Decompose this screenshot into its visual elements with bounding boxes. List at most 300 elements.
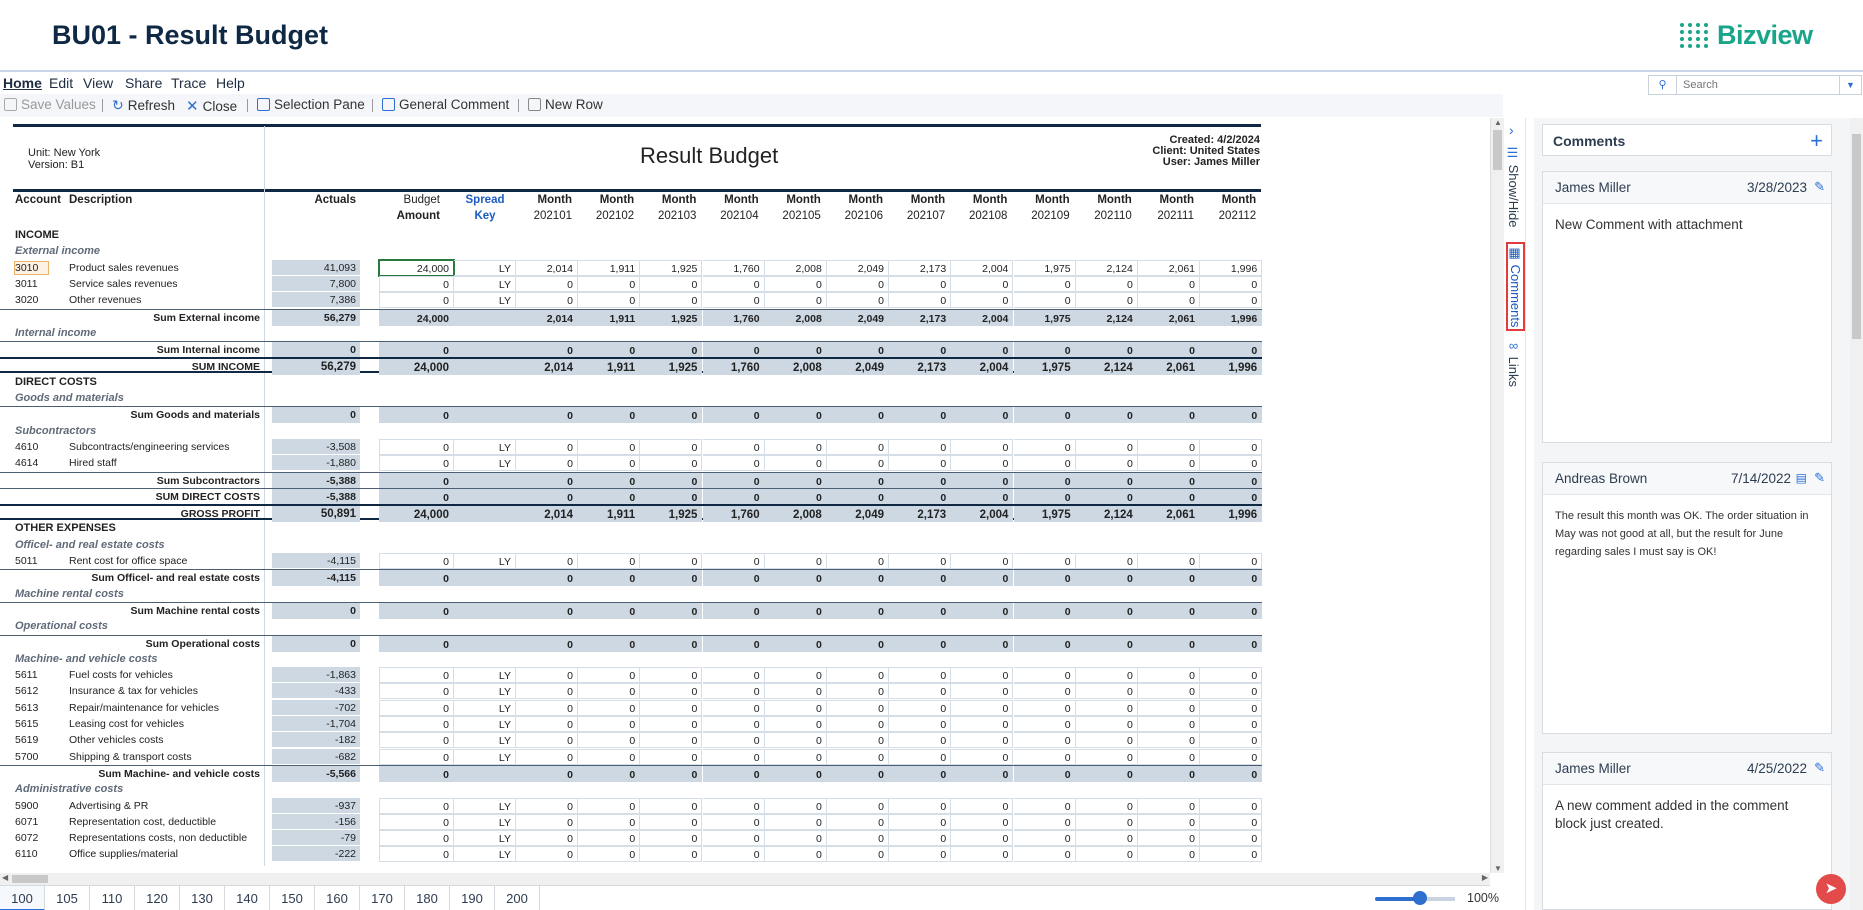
month-cell[interactable]: 0 <box>1138 667 1200 683</box>
month-cell[interactable]: 0 <box>578 276 640 292</box>
month-cell[interactable]: 0 <box>827 749 889 765</box>
month-cell[interactable]: 0 <box>889 700 951 716</box>
month-cell[interactable]: 0 <box>1014 846 1076 862</box>
month-cell[interactable]: 0 <box>640 716 702 732</box>
comment-card[interactable] <box>1542 462 1832 734</box>
month-cell[interactable]: 0 <box>1014 814 1076 830</box>
month-cell[interactable]: 0 <box>1200 798 1262 814</box>
month-cell[interactable]: 0 <box>1076 846 1138 862</box>
add-comment-icon[interactable]: + <box>1810 128 1823 153</box>
month-cell[interactable]: 0 <box>1200 814 1262 830</box>
account-code[interactable]: 3020 <box>15 294 39 307</box>
account-code[interactable]: 5900 <box>15 799 39 812</box>
month-cell[interactable]: 0 <box>703 553 765 569</box>
budget-amount-cell[interactable]: 0 <box>379 439 454 455</box>
menu-view[interactable]: View <box>83 75 114 91</box>
month-cell[interactable]: 0 <box>827 276 889 292</box>
month-cell[interactable]: 0 <box>889 732 951 748</box>
report-vertical-scrollbar[interactable] <box>1490 118 1504 873</box>
spread-key-cell <box>454 489 516 505</box>
budget-amount-cell[interactable]: 24,000 <box>379 260 454 276</box>
menu-help[interactable]: Help <box>216 75 245 91</box>
edit-icon[interactable]: ✎ <box>1814 760 1825 775</box>
month-cell[interactable]: 0 <box>578 292 640 308</box>
month-cell[interactable]: 0 <box>1200 749 1262 765</box>
month-cell[interactable]: 0 <box>1076 830 1138 846</box>
month-label: Month <box>1035 194 1070 206</box>
save-values-button[interactable] <box>4 97 96 112</box>
month-cell[interactable]: 0 <box>765 683 827 699</box>
month-cell[interactable]: 0 <box>516 553 578 569</box>
month-cell[interactable]: 0 <box>1138 276 1200 292</box>
spread-key-cell[interactable]: LY <box>454 667 516 683</box>
budget-amount-cell[interactable]: 0 <box>379 553 454 569</box>
account-code[interactable]: 4610 <box>15 440 39 453</box>
month-cell[interactable]: 0 <box>640 683 702 699</box>
month-cell[interactable]: 0 <box>951 830 1013 846</box>
month-cell[interactable]: 0 <box>1138 439 1200 455</box>
month-cell[interactable]: 0 <box>1138 455 1200 471</box>
month-cell[interactable]: 0 <box>516 749 578 765</box>
month-cell[interactable]: 0 <box>703 798 765 814</box>
month-cell[interactable]: 0 <box>1014 455 1076 471</box>
new-row-button[interactable] <box>528 97 603 112</box>
budget-amount-cell[interactable]: 0 <box>379 455 454 471</box>
month-cell[interactable]: 0 <box>827 716 889 732</box>
month-cell[interactable]: 0 <box>516 276 578 292</box>
month-cell[interactable]: 0 <box>765 846 827 862</box>
month-cell[interactable]: 2,173 <box>889 260 951 276</box>
month-cell[interactable]: 0 <box>1138 700 1200 716</box>
month-cell[interactable]: 0 <box>578 814 640 830</box>
month-cell[interactable]: 0 <box>703 439 765 455</box>
month-cell[interactable]: 0 <box>703 749 765 765</box>
budget-amount-cell[interactable]: 0 <box>379 667 454 683</box>
month-cell[interactable]: 0 <box>578 830 640 846</box>
month-cell[interactable]: 0 <box>516 292 578 308</box>
tab-comments[interactable] <box>1506 242 1525 331</box>
month-cell[interactable]: 0 <box>703 830 765 846</box>
month-cell[interactable]: 0 <box>1138 732 1200 748</box>
budget-amount-cell[interactable]: 0 <box>379 749 454 765</box>
month-cell[interactable]: 0 <box>1014 716 1076 732</box>
month-cell[interactable]: 0 <box>1076 749 1138 765</box>
horizontal-scroll-thumb[interactable] <box>12 875 48 883</box>
spread-key-cell[interactable]: LY <box>454 814 516 830</box>
month-cell[interactable]: 0 <box>578 667 640 683</box>
month-cell[interactable]: 0 <box>1138 830 1200 846</box>
month-cell[interactable]: 0 <box>765 749 827 765</box>
comment-card[interactable] <box>1542 752 1832 910</box>
month-cell[interactable]: 0 <box>1076 700 1138 716</box>
month-cell[interactable]: 0 <box>1076 667 1138 683</box>
sheet-tab[interactable]: 150 <box>270 886 315 910</box>
spread-key-cell[interactable]: LY <box>454 716 516 732</box>
scroll-right-icon[interactable]: ▶ <box>1481 873 1488 882</box>
selection-pane-button[interactable] <box>257 97 365 112</box>
month-cell[interactable]: 0 <box>889 455 951 471</box>
vertical-scroll-thumb[interactable] <box>1493 130 1502 170</box>
spread-key-cell[interactable]: LY <box>454 455 516 471</box>
budget-amount-cell[interactable]: 0 <box>379 846 454 862</box>
month-cell[interactable]: 0 <box>578 439 640 455</box>
month-cell[interactable]: 0 <box>765 798 827 814</box>
account-code[interactable]: 5612 <box>15 685 39 698</box>
month-cell[interactable]: 0 <box>703 700 765 716</box>
sheet-tab[interactable]: 170 <box>360 886 405 910</box>
month-cell[interactable]: 0 <box>1138 292 1200 308</box>
month-cell[interactable]: 0 <box>765 814 827 830</box>
month-cell[interactable]: 0 <box>1014 553 1076 569</box>
month-cell[interactable]: 0 <box>1014 667 1076 683</box>
month-cell[interactable]: 0 <box>951 732 1013 748</box>
spread-key-cell[interactable]: LY <box>454 553 516 569</box>
month-cell[interactable]: 0 <box>1200 439 1262 455</box>
month-cell[interactable]: 0 <box>578 716 640 732</box>
month-cell[interactable]: 0 <box>827 830 889 846</box>
month-cell[interactable]: 0 <box>1076 292 1138 308</box>
account-code[interactable]: 4614 <box>15 457 39 470</box>
comments-scrollbar[interactable] <box>1850 118 1863 910</box>
spread-key-cell[interactable]: LY <box>454 276 516 292</box>
month-cell[interactable]: 0 <box>827 553 889 569</box>
report-horizontal-scrollbar[interactable] <box>0 873 1490 885</box>
month-cell[interactable]: 2,004 <box>951 260 1013 276</box>
month-cell[interactable]: 1,925 <box>640 260 702 276</box>
month-cell[interactable]: 0 <box>578 553 640 569</box>
spread-key-cell[interactable]: LY <box>454 798 516 814</box>
month-cell[interactable]: 0 <box>951 716 1013 732</box>
month-cell[interactable]: 0 <box>951 846 1013 862</box>
month-cell[interactable]: 0 <box>951 276 1013 292</box>
month-cell[interactable]: 0 <box>1076 716 1138 732</box>
refresh-label: Refresh <box>127 98 176 113</box>
month-cell[interactable]: 0 <box>765 553 827 569</box>
budget-amount-cell[interactable]: 0 <box>379 830 454 846</box>
month-cell[interactable]: 0 <box>1138 716 1200 732</box>
month-cell[interactable]: 0 <box>640 700 702 716</box>
month-cell[interactable]: 0 <box>516 455 578 471</box>
month-cell[interactable]: 0 <box>1014 292 1076 308</box>
month-cell[interactable]: 0 <box>889 683 951 699</box>
account-code[interactable]: 5615 <box>15 718 39 730</box>
month-cell[interactable]: 0 <box>578 732 640 748</box>
month-cell[interactable]: 0 <box>640 830 702 846</box>
month-cell[interactable]: 0 <box>1200 700 1262 716</box>
month-cell[interactable]: 0 <box>765 276 827 292</box>
month-cell[interactable]: 0 <box>889 749 951 765</box>
month-cell[interactable]: 0 <box>951 667 1013 683</box>
sheet-tab[interactable]: 120 <box>135 886 180 910</box>
month-cell[interactable]: 0 <box>640 846 702 862</box>
account-code[interactable]: 5700 <box>15 750 39 763</box>
month-cell[interactable]: 2,014 <box>516 260 578 276</box>
budget-amount-cell[interactable]: 0 <box>379 732 454 748</box>
month-cell[interactable]: 0 <box>889 814 951 830</box>
month-cell[interactable]: 0 <box>765 732 827 748</box>
month-cell[interactable]: 0 <box>578 749 640 765</box>
feedback-rocket-icon[interactable]: ➤ <box>1816 874 1846 904</box>
month-cell[interactable]: 0 <box>889 292 951 308</box>
month-cell: 0 <box>951 766 1013 782</box>
month-cell[interactable]: 0 <box>1014 732 1076 748</box>
spread-key-cell[interactable]: LY <box>454 732 516 748</box>
month-cell[interactable]: 0 <box>640 292 702 308</box>
month-cell[interactable]: 0 <box>765 667 827 683</box>
month-cell[interactable]: 0 <box>640 732 702 748</box>
collapse-chevron-icon[interactable]: › <box>1509 122 1514 138</box>
month-cell[interactable]: 0 <box>1014 830 1076 846</box>
month-cell[interactable]: 0 <box>1014 683 1076 699</box>
month-cell[interactable]: 0 <box>889 798 951 814</box>
budget-amount-cell[interactable]: 0 <box>379 683 454 699</box>
month-cell[interactable]: 0 <box>765 700 827 716</box>
month-cell[interactable]: 0 <box>827 292 889 308</box>
month-cell[interactable]: 0 <box>889 667 951 683</box>
month-cell[interactable]: 0 <box>1076 439 1138 455</box>
month-cell[interactable]: 0 <box>1076 455 1138 471</box>
account-code[interactable]: 6072 <box>15 832 39 845</box>
month-cell[interactable]: 0 <box>889 830 951 846</box>
month-cell[interactable]: 0 <box>951 749 1013 765</box>
month-cell[interactable]: 0 <box>827 667 889 683</box>
month-cell[interactable]: 0 <box>516 683 578 699</box>
month-cell[interactable]: 0 <box>1014 439 1076 455</box>
month-cell[interactable]: 0 <box>1200 732 1262 748</box>
refresh-button[interactable] <box>112 97 175 114</box>
account-code[interactable]: 5619 <box>15 734 39 747</box>
month-cell[interactable]: 0 <box>640 667 702 683</box>
month-cell[interactable]: 1,996 <box>1200 260 1262 276</box>
month-cell[interactable]: 0 <box>703 846 765 862</box>
month-cell[interactable]: 0 <box>951 553 1013 569</box>
month-cell[interactable]: 0 <box>703 683 765 699</box>
month-cell[interactable]: 0 <box>516 716 578 732</box>
month-cell[interactable]: 0 <box>1138 846 1200 862</box>
month-cell[interactable]: 0 <box>516 667 578 683</box>
close-button[interactable] <box>186 97 237 115</box>
month-cell[interactable]: 0 <box>889 276 951 292</box>
scroll-up-icon[interactable]: ▲ <box>1494 118 1502 127</box>
month-cell[interactable]: 0 <box>827 439 889 455</box>
month-cell[interactable]: 0 <box>827 798 889 814</box>
month-cell[interactable]: 0 <box>827 455 889 471</box>
budget-amount-cell[interactable]: 0 <box>379 716 454 732</box>
month-cell[interactable]: 0 <box>1076 276 1138 292</box>
zoom-slider-knob[interactable] <box>1413 891 1427 905</box>
attachment-icon[interactable]: ▤ <box>1795 471 1807 485</box>
account-code[interactable]: 5611 <box>15 669 38 682</box>
spread-key-cell[interactable]: LY <box>454 683 516 699</box>
month-cell[interactable]: 0 <box>889 716 951 732</box>
budget-amount-cell[interactable]: 0 <box>379 814 454 830</box>
budget-amount-cell[interactable]: 0 <box>379 798 454 814</box>
search-icon[interactable]: ⚲ <box>1649 76 1677 94</box>
spread-key-cell[interactable]: LY <box>454 700 516 716</box>
filter-icon[interactable]: ▼ <box>1839 76 1861 94</box>
month-cell[interactable]: 0 <box>1200 846 1262 862</box>
month-cell[interactable]: 0 <box>765 292 827 308</box>
month-cell[interactable]: 0 <box>951 455 1013 471</box>
sheet-tab[interactable]: 110 <box>90 886 135 910</box>
month-cell[interactable]: 0 <box>1076 553 1138 569</box>
month-cell[interactable]: 0 <box>578 798 640 814</box>
month-cell[interactable]: 0 <box>1076 683 1138 699</box>
month-cell[interactable]: 0 <box>951 439 1013 455</box>
month-cell[interactable]: 0 <box>1138 798 1200 814</box>
month-cell[interactable]: 0 <box>765 439 827 455</box>
month-cell[interactable]: 0 <box>516 732 578 748</box>
month-cell[interactable]: 0 <box>640 276 702 292</box>
month-cell[interactable]: 0 <box>1138 553 1200 569</box>
month-cell[interactable]: 0 <box>640 814 702 830</box>
account-code[interactable]: 3011 <box>15 277 38 290</box>
month-cell[interactable]: 0 <box>578 683 640 699</box>
month-cell[interactable]: 2,049 <box>827 260 889 276</box>
month-cell[interactable]: 0 <box>889 553 951 569</box>
comment-card[interactable] <box>1542 171 1832 443</box>
month-cell[interactable]: 0 <box>703 292 765 308</box>
comments-scroll-thumb[interactable] <box>1852 134 1861 339</box>
month-cell[interactable]: 0 <box>889 846 951 862</box>
month-cell[interactable]: 0 <box>1200 276 1262 292</box>
month-cell[interactable]: 2,061 <box>1138 260 1200 276</box>
tab-links[interactable] <box>1506 338 1521 387</box>
edit-icon[interactable]: ✎ <box>1814 470 1825 485</box>
month-cell[interactable]: 0 <box>1200 667 1262 683</box>
month-cell[interactable]: 0 <box>703 667 765 683</box>
month-cell[interactable]: 0 <box>578 455 640 471</box>
spread-key-cell[interactable]: LY <box>454 749 516 765</box>
spread-key-cell[interactable]: LY <box>454 292 516 308</box>
month-cell[interactable]: 0 <box>1014 276 1076 292</box>
month-cell[interactable]: 0 <box>640 749 702 765</box>
month-cell[interactable]: 1,975 <box>1014 260 1076 276</box>
month-cell[interactable]: 0 <box>951 683 1013 699</box>
sheet-tab[interactable]: 160 <box>315 886 360 910</box>
month-cell[interactable]: 0 <box>951 798 1013 814</box>
month-cell[interactable]: 0 <box>640 553 702 569</box>
month-cell[interactable]: 0 <box>951 700 1013 716</box>
account-code[interactable]: 6110 <box>15 848 38 861</box>
month-cell[interactable]: 0 <box>765 830 827 846</box>
month-cell[interactable]: 0 <box>1014 700 1076 716</box>
month-cell[interactable]: 0 <box>827 814 889 830</box>
general-comment-button[interactable] <box>382 97 509 112</box>
month-cell[interactable]: 0 <box>516 846 578 862</box>
scroll-down-icon[interactable]: ▼ <box>1494 864 1502 873</box>
menu-share[interactable]: Share <box>125 75 163 91</box>
month-cell[interactable]: 0 <box>1014 749 1076 765</box>
account-code[interactable]: 5613 <box>15 701 39 714</box>
month-cell[interactable]: 0 <box>578 846 640 862</box>
month-cell[interactable]: 0 <box>516 798 578 814</box>
month-cell[interactable]: 0 <box>1200 830 1262 846</box>
spread-key-cell[interactable]: LY <box>454 439 516 455</box>
col-header-key: Key <box>474 210 496 222</box>
month-cell[interactable]: 0 <box>889 439 951 455</box>
spread-key-cell <box>454 570 516 586</box>
account-code[interactable]: 6071 <box>15 815 39 828</box>
month-cell[interactable]: 0 <box>516 814 578 830</box>
menu-trace[interactable]: Trace <box>171 75 207 91</box>
sheet-tab[interactable]: 100 <box>0 886 45 910</box>
month-cell[interactable]: 0 <box>578 700 640 716</box>
month-cell[interactable]: 0 <box>640 439 702 455</box>
month-cell[interactable]: 0 <box>1138 749 1200 765</box>
spread-key-cell[interactable]: LY <box>454 260 516 276</box>
table-row <box>0 423 1262 439</box>
sheet-tab[interactable]: 105 <box>45 886 90 910</box>
month-cell[interactable]: 0 <box>1200 716 1262 732</box>
month-cell[interactable]: 0 <box>516 830 578 846</box>
month-cell[interactable]: 0 <box>516 700 578 716</box>
month-cell[interactable]: 0 <box>703 455 765 471</box>
spread-key-cell[interactable]: LY <box>454 846 516 862</box>
month-cell[interactable]: 0 <box>765 455 827 471</box>
month-cell[interactable]: 0 <box>827 700 889 716</box>
edit-icon[interactable]: ✎ <box>1814 179 1825 194</box>
month-cell[interactable]: 0 <box>703 276 765 292</box>
sheet-tab[interactable]: 190 <box>450 886 495 910</box>
month-cell[interactable]: 0 <box>827 846 889 862</box>
month-cell[interactable]: 0 <box>703 814 765 830</box>
month-cell[interactable]: 0 <box>1200 455 1262 471</box>
month-cell: 0 <box>1200 489 1262 505</box>
month-cell[interactable]: 0 <box>1076 798 1138 814</box>
month-cell: 0 <box>578 766 640 782</box>
month-cell[interactable]: 0 <box>1200 683 1262 699</box>
menu-edit[interactable]: Edit <box>49 75 74 91</box>
month-cell[interactable]: 0 <box>1200 553 1262 569</box>
sheet-tab[interactable]: 180 <box>405 886 450 910</box>
month-cell[interactable]: 0 <box>1076 814 1138 830</box>
scroll-left-icon[interactable]: ◀ <box>2 873 9 882</box>
sheet-tab[interactable]: 130 <box>180 886 225 910</box>
spread-key-cell[interactable]: LY <box>454 830 516 846</box>
month-cell[interactable]: 0 <box>1014 798 1076 814</box>
tab-show-hide[interactable] <box>1506 146 1521 228</box>
month-cell[interactable]: 0 <box>827 683 889 699</box>
month-cell[interactable]: 1,760 <box>703 260 765 276</box>
month-cell[interactable]: 0 <box>703 716 765 732</box>
month-cell[interactable]: 0 <box>951 292 1013 308</box>
month-cell[interactable]: 0 <box>640 798 702 814</box>
month-cell[interactable]: 0 <box>516 439 578 455</box>
budget-amount-cell[interactable]: 0 <box>379 292 454 308</box>
month-cell[interactable]: 0 <box>1138 683 1200 699</box>
account-code[interactable]: 5011 <box>15 555 38 567</box>
month-cell[interactable]: 0 <box>765 716 827 732</box>
month-cell[interactable]: 2,124 <box>1076 260 1138 276</box>
menu-home[interactable]: Home <box>3 75 42 91</box>
month-cell[interactable]: 0 <box>1200 292 1262 308</box>
month-cell[interactable]: 0 <box>951 814 1013 830</box>
month-cell[interactable]: 2,008 <box>765 260 827 276</box>
month-cell[interactable]: 0 <box>1138 814 1200 830</box>
month-cell[interactable]: 0 <box>827 732 889 748</box>
budget-amount-cell[interactable]: 0 <box>379 276 454 292</box>
sheet-tab[interactable]: 140 <box>225 886 270 910</box>
account-code[interactable]: 3010 <box>15 262 48 274</box>
budget-amount-cell[interactable]: 0 <box>379 700 454 716</box>
month-cell[interactable]: 0 <box>1076 732 1138 748</box>
month-cell[interactable]: 1,911 <box>578 260 640 276</box>
search-input[interactable] <box>1683 78 1833 92</box>
sheet-tab[interactable]: 200 <box>495 886 540 910</box>
month-cell[interactable]: 0 <box>640 455 702 471</box>
month-cell[interactable]: 0 <box>703 732 765 748</box>
